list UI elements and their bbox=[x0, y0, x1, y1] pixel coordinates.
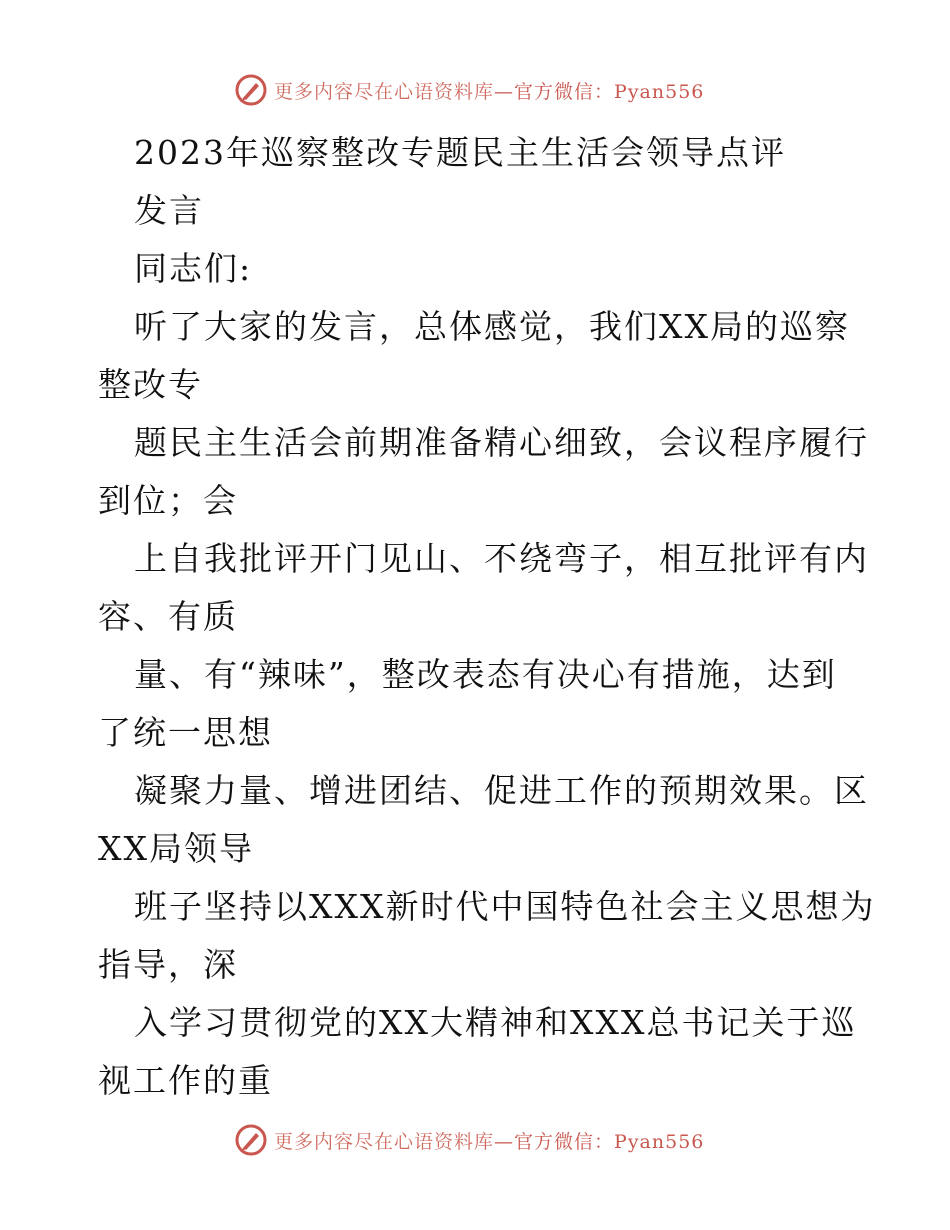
paragraph-line: 指导，深 bbox=[98, 945, 238, 984]
watermark-wechat-id: Pyan556 bbox=[614, 1130, 705, 1153]
watermark-brand: 更多内容尽在心语资料库 bbox=[274, 1130, 495, 1153]
paragraph-line: 班子坚持以XXX新时代中国特色社会主义思想为 bbox=[134, 887, 876, 926]
paragraph-line: 听了大家的发言，总体感觉，我们XX局的巡察 bbox=[134, 307, 850, 346]
watermark-dash: — bbox=[494, 1130, 515, 1153]
watermark-banner-bottom bbox=[234, 1122, 704, 1158]
watermark-banner-top bbox=[234, 72, 704, 108]
watermark-text bbox=[274, 1127, 704, 1154]
watermark-wechat-id: Pyan556 bbox=[614, 80, 705, 103]
paragraph-line: 上自我批评开门见山、不绕弯子，相互批评有内 bbox=[134, 539, 869, 578]
paragraph-line: 凝聚力量、增进团结、促进工作的预期效果。区 bbox=[134, 771, 869, 810]
document-title-line: 2023年巡察整改专题民主生活会领导点评 bbox=[134, 133, 786, 172]
watermark-brand: 更多内容尽在心语资料库 bbox=[274, 80, 495, 103]
pen-logo-icon bbox=[234, 1123, 268, 1157]
paragraph-line: 了统一思想 bbox=[98, 713, 273, 752]
document-title-line: 发言 bbox=[134, 191, 204, 230]
watermark-wechat-label: 官方微信： bbox=[514, 1130, 615, 1153]
watermark-wechat-label: 官方微信： bbox=[514, 80, 615, 103]
paragraph-line: 题民主生活会前期准备精心细致，会议程序履行 bbox=[134, 423, 869, 462]
paragraph-line: 视工作的重 bbox=[98, 1061, 273, 1100]
watermark-text bbox=[274, 77, 704, 104]
salutation: 同志们: bbox=[134, 249, 253, 288]
paragraph-line: XX局领导 bbox=[98, 829, 254, 868]
paragraph-line: 容、有质 bbox=[98, 597, 238, 636]
paragraph-line: 整改专 bbox=[98, 365, 203, 404]
document-body bbox=[0, 124, 950, 1110]
paragraph-line: 量、有“辣味”，整改表态有决心有措施，达到 bbox=[134, 655, 837, 694]
pen-logo-icon bbox=[234, 73, 268, 107]
watermark-dash: — bbox=[494, 80, 515, 103]
paragraph-line: 入学习贯彻党的XX大精神和XXX总书记关于巡 bbox=[134, 1003, 857, 1042]
paragraph-line: 到位；会 bbox=[98, 481, 238, 520]
